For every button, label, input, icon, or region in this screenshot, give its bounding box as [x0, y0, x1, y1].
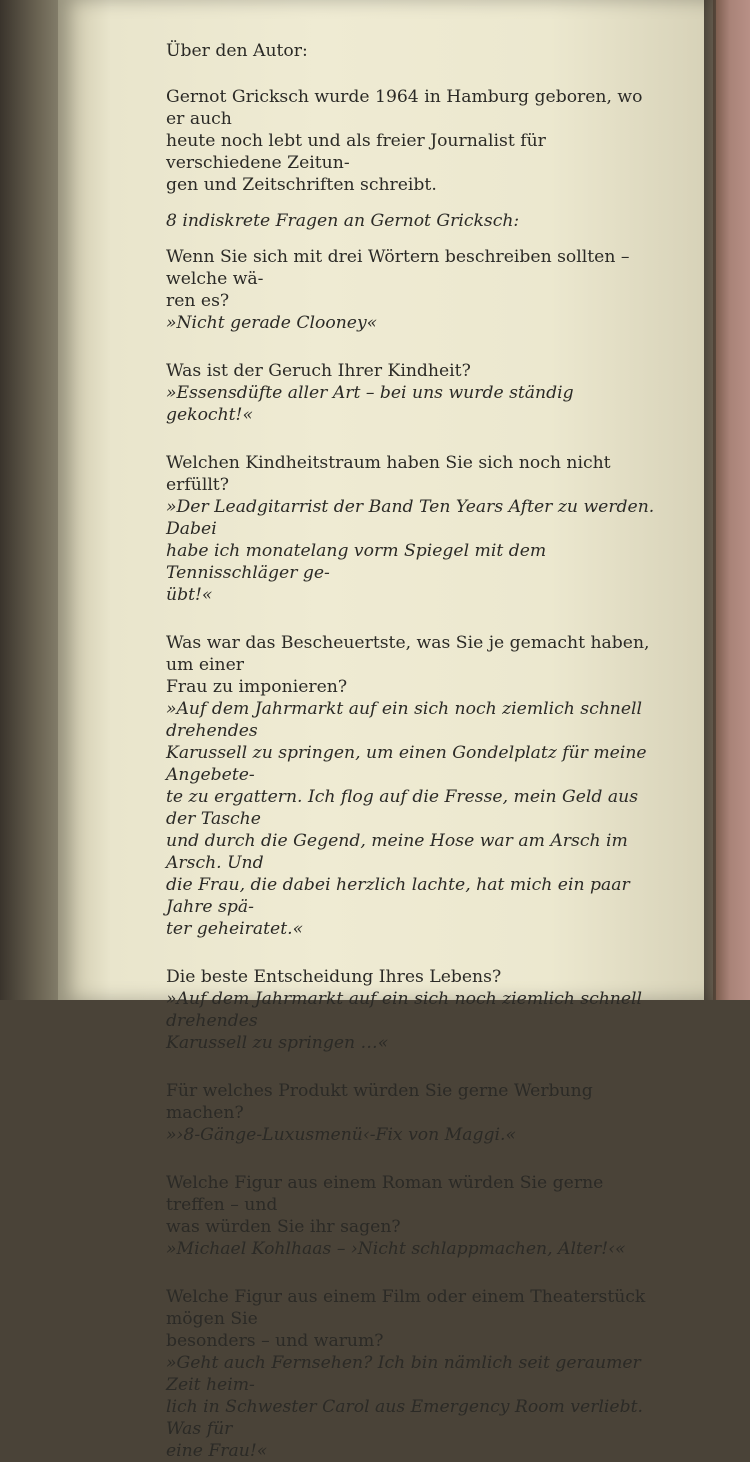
question-line: Welche Figur aus einem Roman würden Sie gerne treffen – und [166, 1173, 604, 1215]
question-line: Welche Figur aus einem Film oder einem Theaterstück mögen Sie [166, 1287, 646, 1329]
answer-line: die Frau, die dabei herzlich lachte, hat mich ein paar Jahre spä- [166, 875, 630, 917]
author-heading: Über den Autor: [166, 41, 308, 61]
answer-line: und durch die Gegend, meine Hose war am Arsch im Arsch. Und [166, 831, 628, 873]
answer-line: »Der Leadgitarrist der Band Ten Years After zu werden. Dabei [166, 497, 655, 539]
qa-block-2 [166, 360, 661, 426]
qa-block-1 [166, 246, 661, 334]
question-line: Wenn Sie sich mit drei Wörtern beschreiben sollten – welche wä- [166, 247, 630, 289]
answer-line: Karussell zu springen, um einen Gondelplatz für meine Angebete- [166, 743, 647, 785]
question-line: Die beste Entscheidung Ihres Lebens? [166, 967, 502, 987]
answer-line: eine Frau!« [166, 1441, 268, 1461]
page-edge-line [704, 0, 716, 1000]
qa-block-7 [166, 1172, 661, 1260]
answer-line: habe ich monatelang vorm Spiegel mit dem Tennisschläger ge- [166, 541, 547, 583]
question-line: Was ist der Geruch Ihrer Kindheit? [166, 361, 471, 381]
bio-line: Gernot Gricksch wurde 1964 in Hamburg geboren, wo er auch [166, 87, 643, 129]
question-line: ren es? [166, 291, 230, 311]
answer-line: »Essensdüfte aller Art – bei uns wurde ständig gekocht!« [166, 383, 574, 425]
bio-line: heute noch lebt und als freier Journalist für verschiedene Zeitun- [166, 131, 546, 173]
answer-line: »Michael Kohlhaas – ›Nicht schlappmachen, Alter!‹« [166, 1239, 626, 1259]
question-line: Für welches Produkt würden Sie gerne Werbung machen? [166, 1081, 593, 1123]
answer-line: Karussell zu springen …« [166, 1033, 389, 1053]
qa-block-5 [166, 966, 661, 1054]
question-line: Welchen Kindheitstraum haben Sie sich noch nicht erfüllt? [166, 453, 611, 495]
qa-block-4 [166, 632, 661, 940]
bio-line: gen und Zeitschriften schreibt. [166, 175, 437, 195]
answer-line: »Auf dem Jahrmarkt auf ein sich noch ziemlich schnell drehendes [166, 989, 643, 1031]
question-line: was würden Sie ihr sagen? [166, 1217, 401, 1237]
answer-line: te zu ergattern. Ich flog auf die Fresse, mein Geld aus der Tasche [166, 787, 639, 829]
interview-title: 8 indiskrete Fragen an Gernot Gricksch: [166, 211, 520, 231]
qa-block-6 [166, 1080, 661, 1146]
question-line: Was war das Bescheuertste, was Sie je gemacht haben, um einer [166, 633, 650, 675]
page-text [166, 40, 661, 1462]
answer-line: »›8-Gänge-Luxusmenü‹-Fix von Maggi.« [166, 1125, 517, 1145]
qa-block-8 [166, 1286, 661, 1462]
answer-line: übt!« [166, 585, 213, 605]
answer-line: ter geheiratet.« [166, 919, 304, 939]
answer-line: »Auf dem Jahrmarkt auf ein sich noch ziemlich schnell drehendes [166, 699, 643, 741]
answer-line: »Nicht gerade Clooney« [166, 313, 378, 333]
question-line: besonders – und warum? [166, 1331, 384, 1351]
question-line: Frau zu imponieren? [166, 677, 348, 697]
answer-line: »Geht auch Fernsehen? Ich bin nämlich seit geraumer Zeit heim- [166, 1353, 641, 1395]
author-bio [166, 86, 661, 196]
qa-block-3 [166, 452, 661, 606]
answer-line: lich in Schwester Carol aus Emergency Room verliebt. Was für [166, 1397, 643, 1439]
